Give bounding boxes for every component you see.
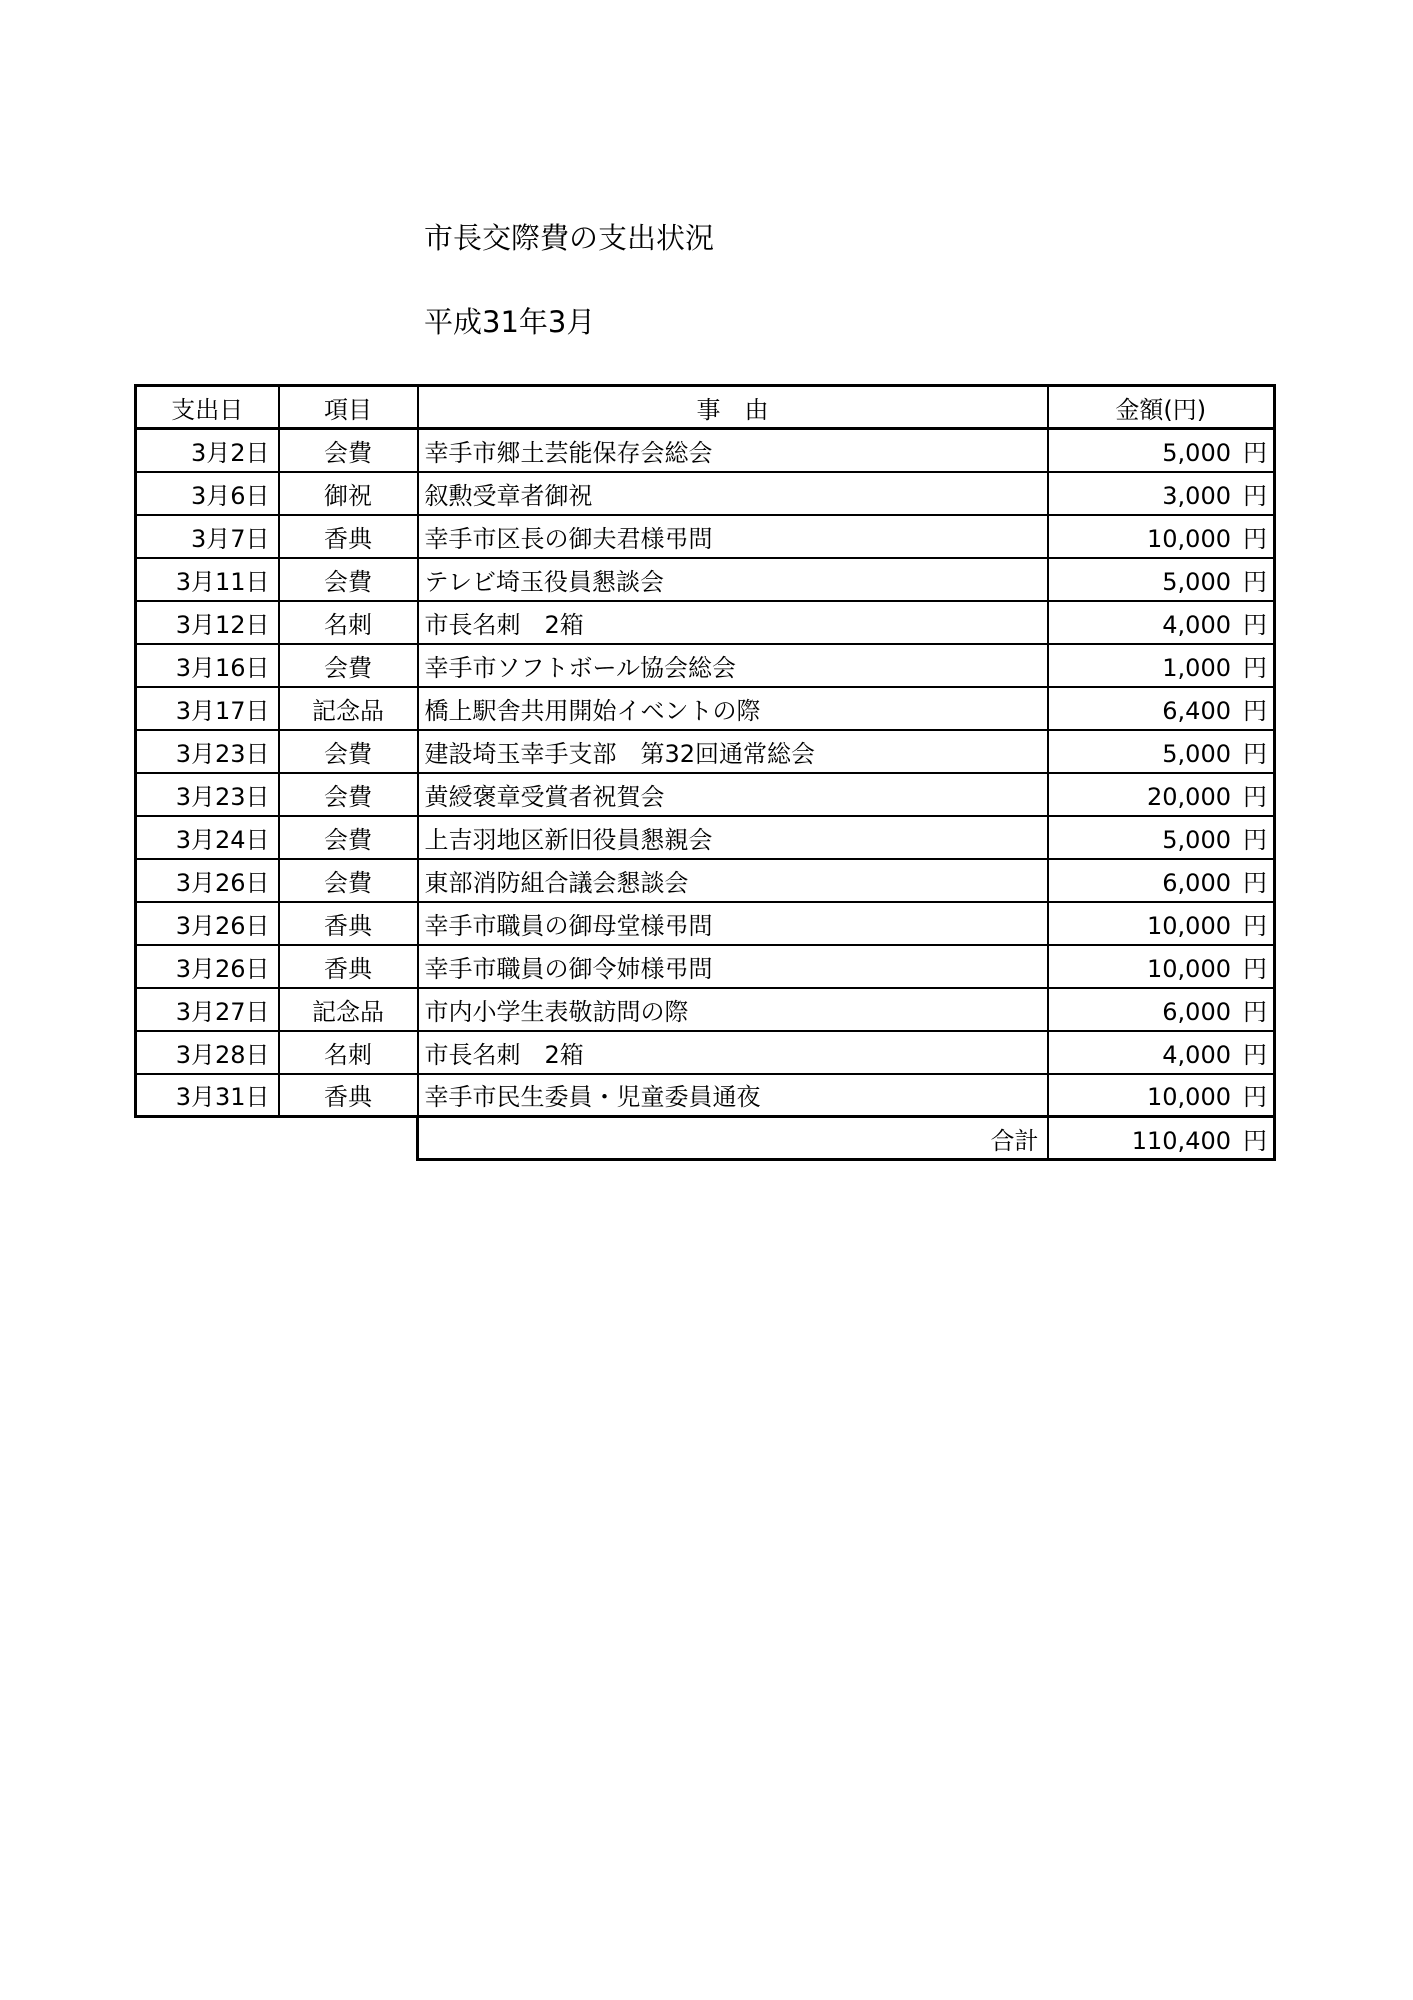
table-row — [136, 945, 1275, 988]
amount-value: 1,000 — [1162, 653, 1231, 682]
amount-wrap — [1162, 648, 1267, 683]
amount-value: 6,000 — [1162, 997, 1231, 1026]
cell-reason: 黄綬褒章受賞者祝賀会 — [418, 773, 1048, 816]
total-label: 合計 — [418, 1117, 1048, 1160]
table-row — [136, 687, 1275, 730]
cell-date: 3月7日 — [136, 515, 279, 558]
cell-reason: 上吉羽地区新旧役員懇親会 — [418, 816, 1048, 859]
cell-amount — [1048, 1031, 1275, 1074]
cell-item: 記念品 — [279, 988, 418, 1031]
cell-date: 3月31日 — [136, 1074, 279, 1117]
amount-wrap — [1162, 863, 1267, 898]
cell-date: 3月28日 — [136, 1031, 279, 1074]
table-row — [136, 1031, 1275, 1074]
currency-unit: 円 — [1243, 868, 1267, 897]
currency-unit: 円 — [1243, 782, 1267, 811]
amount-wrap — [1147, 519, 1267, 554]
amount-wrap — [1147, 949, 1267, 984]
total-amount-value: 110,400 — [1131, 1126, 1231, 1155]
table-row — [136, 472, 1275, 515]
amount-value: 4,000 — [1162, 610, 1231, 639]
cell-item: 香典 — [279, 515, 418, 558]
currency-unit: 円 — [1243, 1083, 1267, 1112]
table-row — [136, 730, 1275, 773]
cell-item: 香典 — [279, 902, 418, 945]
cell-reason: 幸手市民生委員・児童委員通夜 — [418, 1074, 1048, 1117]
cell-reason: 市内小学生表敬訪問の際 — [418, 988, 1048, 1031]
cell-date: 3月26日 — [136, 859, 279, 902]
currency-unit: 円 — [1243, 696, 1267, 725]
amount-wrap — [1162, 433, 1267, 468]
cell-date: 3月26日 — [136, 945, 279, 988]
currency-unit: 円 — [1243, 739, 1267, 768]
total-blank-cell — [136, 1117, 418, 1160]
cell-item: 名刺 — [279, 601, 418, 644]
amount-wrap — [1132, 1121, 1267, 1156]
currency-unit: 円 — [1243, 610, 1267, 639]
amount-wrap — [1162, 734, 1267, 769]
cell-item: 名刺 — [279, 1031, 418, 1074]
currency-unit: 円 — [1243, 997, 1267, 1026]
cell-amount — [1048, 558, 1275, 601]
table-header-row — [136, 386, 1275, 429]
amount-wrap — [1147, 777, 1267, 812]
table-row — [136, 429, 1275, 472]
cell-item: 会費 — [279, 558, 418, 601]
table-row — [136, 988, 1275, 1031]
amount-value: 5,000 — [1162, 739, 1231, 768]
amount-value: 3,000 — [1162, 481, 1231, 510]
amount-wrap — [1162, 562, 1267, 597]
amount-value: 5,000 — [1162, 825, 1231, 854]
cell-reason: 叙勲受章者御祝 — [418, 472, 1048, 515]
header-reason: 事 由 — [418, 386, 1048, 429]
table-row — [136, 859, 1275, 902]
cell-amount — [1048, 859, 1275, 902]
cell-amount — [1048, 1074, 1275, 1117]
cell-item: 会費 — [279, 773, 418, 816]
cell-reason: 幸手市職員の御令姉様弔問 — [418, 945, 1048, 988]
cell-date: 3月27日 — [136, 988, 279, 1031]
table-row — [136, 816, 1275, 859]
amount-wrap — [1162, 820, 1267, 855]
cell-reason: 市長名刺 2箱 — [418, 1031, 1048, 1074]
currency-unit: 円 — [1243, 825, 1267, 854]
table-row — [136, 558, 1275, 601]
currency-unit: 円 — [1243, 1126, 1267, 1155]
amount-wrap — [1162, 476, 1267, 511]
amount-value: 20,000 — [1147, 782, 1231, 811]
cell-amount — [1048, 601, 1275, 644]
total-amount-cell — [1048, 1117, 1275, 1160]
page-title: 市長交際費の支出状況 — [424, 221, 715, 255]
cell-reason: 幸手市ソフトボール協会総会 — [418, 644, 1048, 687]
amount-wrap — [1162, 1035, 1267, 1070]
cell-reason: テレビ埼玉役員懇談会 — [418, 558, 1048, 601]
cell-amount — [1048, 644, 1275, 687]
cell-amount — [1048, 773, 1275, 816]
cell-item: 会費 — [279, 859, 418, 902]
currency-unit: 円 — [1243, 438, 1267, 467]
table-row — [136, 515, 1275, 558]
cell-date: 3月12日 — [136, 601, 279, 644]
amount-value: 4,000 — [1162, 1040, 1231, 1069]
amount-wrap — [1162, 691, 1267, 726]
currency-unit: 円 — [1243, 911, 1267, 940]
amount-value: 5,000 — [1162, 438, 1231, 467]
cell-amount — [1048, 472, 1275, 515]
cell-item: 香典 — [279, 1074, 418, 1117]
cell-date: 3月24日 — [136, 816, 279, 859]
cell-amount — [1048, 945, 1275, 988]
table-row — [136, 601, 1275, 644]
amount-wrap — [1147, 1077, 1267, 1112]
amount-value: 6,400 — [1162, 696, 1231, 725]
cell-amount — [1048, 902, 1275, 945]
cell-date: 3月26日 — [136, 902, 279, 945]
cell-item: 記念品 — [279, 687, 418, 730]
currency-unit: 円 — [1243, 653, 1267, 682]
amount-value: 5,000 — [1162, 567, 1231, 596]
cell-amount — [1048, 429, 1275, 472]
cell-date: 3月11日 — [136, 558, 279, 601]
currency-unit: 円 — [1243, 954, 1267, 983]
report-period: 平成31年3月 — [424, 305, 596, 339]
amount-value: 10,000 — [1147, 524, 1231, 553]
cell-date: 3月16日 — [136, 644, 279, 687]
table-row — [136, 773, 1275, 816]
currency-unit: 円 — [1243, 1040, 1267, 1069]
currency-unit: 円 — [1243, 524, 1267, 553]
cell-amount — [1048, 816, 1275, 859]
total-row — [136, 1117, 1275, 1160]
cell-reason: 東部消防組合議会懇談会 — [418, 859, 1048, 902]
amount-value: 10,000 — [1147, 1083, 1231, 1112]
cell-reason: 市長名刺 2箱 — [418, 601, 1048, 644]
cell-date: 3月23日 — [136, 773, 279, 816]
cell-reason: 橋上駅舎共用開始イベントの際 — [418, 687, 1048, 730]
cell-item: 会費 — [279, 429, 418, 472]
currency-unit: 円 — [1243, 567, 1267, 596]
cell-item: 御祝 — [279, 472, 418, 515]
header-item: 項目 — [279, 386, 418, 429]
cell-date: 3月6日 — [136, 472, 279, 515]
cell-reason: 幸手市区長の御夫君様弔問 — [418, 515, 1048, 558]
amount-value: 10,000 — [1147, 911, 1231, 940]
cell-amount — [1048, 730, 1275, 773]
cell-item: 会費 — [279, 816, 418, 859]
table-row — [136, 1074, 1275, 1117]
cell-item: 香典 — [279, 945, 418, 988]
cell-amount — [1048, 988, 1275, 1031]
table-row — [136, 644, 1275, 687]
cell-amount — [1048, 515, 1275, 558]
cell-reason: 幸手市職員の御母堂様弔問 — [418, 902, 1048, 945]
table-body — [136, 429, 1275, 1160]
amount-value: 6,000 — [1162, 868, 1231, 897]
amount-value: 10,000 — [1147, 954, 1231, 983]
amount-wrap — [1147, 906, 1267, 941]
cell-reason: 建設埼玉幸手支部 第32回通常総会 — [418, 730, 1048, 773]
currency-unit: 円 — [1243, 481, 1267, 510]
cell-reason: 幸手市郷土芸能保存会総会 — [418, 429, 1048, 472]
cell-date: 3月2日 — [136, 429, 279, 472]
cell-item: 会費 — [279, 644, 418, 687]
cell-date: 3月23日 — [136, 730, 279, 773]
table-row — [136, 902, 1275, 945]
expense-table — [134, 384, 1276, 1161]
cell-item: 会費 — [279, 730, 418, 773]
cell-amount — [1048, 687, 1275, 730]
header-date: 支出日 — [136, 386, 279, 429]
amount-wrap — [1162, 605, 1267, 640]
cell-date: 3月17日 — [136, 687, 279, 730]
amount-wrap — [1162, 992, 1267, 1027]
header-amount: 金額(円) — [1048, 386, 1275, 429]
